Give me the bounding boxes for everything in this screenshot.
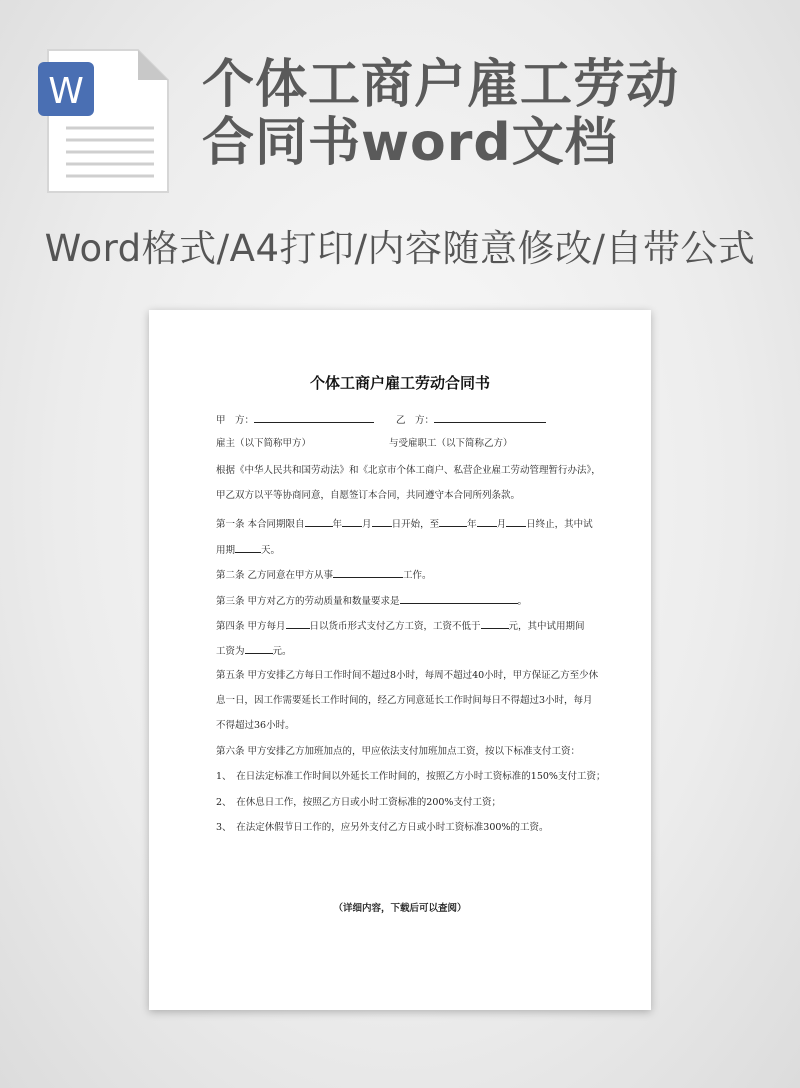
format-subtitle: Word格式/A4打印/内容随意修改/自带公式 (44, 227, 756, 270)
article-3-line: 第三条 甲方对乙方的劳动质量和数量要求是 。 (216, 596, 528, 607)
download-note: （详细内容，下载后可以查阅） (333, 903, 467, 914)
word-icon-letter: W (48, 71, 84, 112)
intro-line-1: 根据《中华人民共和国劳动法》和《北京市个体工商户、私营企业雇工劳动管理暂行办法》， (216, 465, 601, 476)
article-1-line-1: 第一条 本合同期限自 年 月 日开始，至 年 月 日终止，其中试 (216, 519, 593, 530)
article-6-item-1: 1、 在日法定标准工作时间以外延长工作时间的，按照乙方小时工资标准的150%支付工资； (216, 771, 606, 782)
article-6-item-2: 2、 在休息日工作，按照乙方日或小时工资标准的200%支付工资； (216, 797, 501, 808)
article-5-line-1: 第五条 甲方安排乙方每日工作时间不超过8小时，每周不超过40小时，甲方保证乙方至少休 (216, 670, 599, 681)
employer-note-line: 雇主（以下简称甲方） 与受雇职工（以下简称乙方） (216, 438, 513, 449)
article-1-line-2: 用期 天。 (216, 545, 281, 556)
article-5-line-2: 息一日，因工作需要延长工作时间的，经乙方同意延长工作时间每日不得超过3小时，每月 (216, 695, 593, 706)
word-document-icon (38, 46, 170, 196)
party-line: 甲 方： 乙 方： (216, 413, 546, 427)
article-5-line-3: 不得超过36小时。 (216, 720, 295, 731)
document-title: 个体工商户雇工劳动合同书 (309, 374, 490, 392)
title-line-2: 合同书word文档 (202, 113, 618, 173)
article-4-line-1: 第四条 甲方每月 日以货币形式支付乙方工资，工资不低于 元，其中试用期间 (216, 621, 585, 632)
article-4-line-2: 工资为 元。 (216, 646, 292, 657)
title-line-1: 个体工商户雇工劳动 (202, 55, 680, 115)
document-preview (149, 310, 651, 1010)
article-6-item-3: 3、 在法定休假节日工作的，应另外支付乙方日或小时工资标准300%的工资。 (216, 822, 549, 833)
page-title (202, 56, 782, 172)
article-6-line-1: 第六条 甲方安排乙方加班加点的，甲应依法支付加班加点工资，按以下标准支付工资： (216, 746, 581, 757)
intro-line-2: 甲乙双方以平等协商同意，自愿签订本合同，共同遵守本合同所列条款。 (216, 490, 521, 501)
article-2-line: 第二条 乙方同意在甲方从事 工作。 (216, 570, 432, 581)
